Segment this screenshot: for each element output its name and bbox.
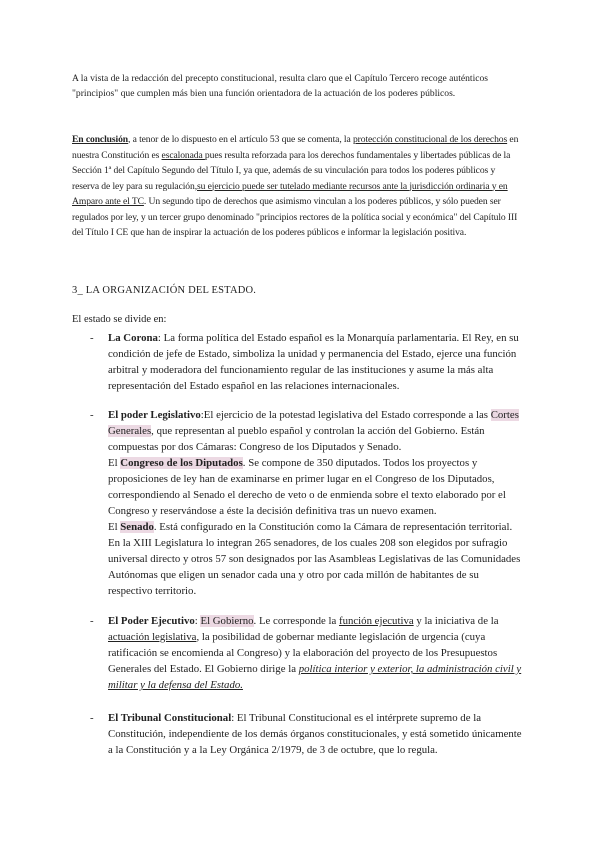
list-item-corona bbox=[90, 330, 522, 394]
item-text: y Senado. bbox=[356, 441, 402, 453]
paragraph-conclusion bbox=[72, 132, 524, 241]
conclusion-underline-2: escalonada bbox=[161, 149, 205, 161]
underline-actuacion-legislativa: actuación legislativa bbox=[108, 631, 197, 643]
list-item-ejecutivo bbox=[90, 613, 522, 693]
section-intro: El estado se divide en: bbox=[72, 314, 167, 325]
conclusion-text-2: en nuestra Constitución es bbox=[72, 134, 519, 161]
section-heading: 3_ LA ORGANIZACIÓN DEL ESTADO. bbox=[72, 285, 257, 296]
underline-italic-politica: política interior y exterior, la administración civil y militar y la defensa del Estado. bbox=[108, 663, 522, 691]
highlight-senado: Senado bbox=[120, 521, 154, 533]
list-bullet: - bbox=[90, 332, 94, 344]
item-title: El poder Legislativo bbox=[108, 409, 201, 421]
conclusion-text-1: , a tenor de lo dispuesto en el artículo 53 que se comenta, la bbox=[128, 134, 353, 145]
highlight-congreso: Congreso de los Diputados bbox=[120, 457, 243, 469]
list-bullet: - bbox=[90, 615, 94, 627]
highlight-gobierno: El Gobierno bbox=[200, 615, 254, 627]
item-text: : bbox=[194, 615, 201, 627]
conclusion-text-4: . Un segundo tipo de derechos que asimismo vinculan a los poderes públicos, y sólo pueden ser regulados por ley, y un tercer grupo denominado "principios rectores de la política social y económica" del Capítulo III del Título I CE que han de inspirar la actuación de los poderes públicos e informar la legislación positiva. bbox=[72, 196, 518, 238]
item-text: . Le corresponde la bbox=[253, 615, 339, 627]
paragraph-principios: A la vista de la redacción del precepto constitucional, resulta claro que el Capítulo Tercero recoge auténticos "principios" que cumplen más bien una función orientadora de la actuación de los poderes públicos. bbox=[72, 73, 489, 99]
conclusion-text-3: pues resulta reforzada para los derechos fundamentales y libertades públicas de la Sección 1ª del Capítulo Segundo del Título I, ya que, además de su vinculación para todos los poderes públicos y reserva de ley para su regulación, bbox=[72, 149, 511, 192]
item-text: El bbox=[108, 457, 121, 469]
item-text: : La forma política del Estado español es la Monarquía parlamentaria. El Rey, en su condición de jefe de Estado, simboliza la unidad y permanencia del Estado, ejerce una función arbitral y moderadora del funcionamiento regular de las instituciones y asume la más alta representación del Estado español en las relaciones internacionales. bbox=[108, 332, 519, 392]
list-item-tribunal bbox=[90, 710, 522, 758]
item-text: . Se compone de 350 diputados. Todos los proyectos y proposiciones de ley han de examinarse en primer lugar en el Congreso de los Diputados, correspondiendo al Senado el derecho de veto o de enmienda sobre el texto elaborado por el Congreso y reservándose a éste la decisión definitiva tras un nuevo examen. bbox=[108, 457, 506, 517]
list-item-legislativo bbox=[90, 407, 522, 599]
item-title: La Corona bbox=[108, 332, 158, 344]
item-text: y la iniciativa de la bbox=[413, 615, 499, 627]
item-text: , que representan al pueblo español y controlan la acción del Gobierno. Están compuestas por dos Cámaras: bbox=[108, 425, 485, 453]
conclusion-underline-3: su ejercicio puede ser tutelado mediante recursos ante la jurisdicción ordinaria y en Amparo ante el TC bbox=[72, 180, 508, 207]
item-text: El bbox=[108, 521, 121, 533]
item-title: El Poder Ejecutivo bbox=[108, 615, 195, 627]
list-bullet: - bbox=[90, 712, 94, 724]
item-text: . Está configurado en la Constitución como la Cámara de representación territorial. En la XIII Legislatura lo integran 265 senadores, de los cuales 208 son elegidos por sufragio universal directo y otros 57 son designados por las Asambleas Legislativas de las Comunidades Autónomas que eligen un senador cada una y otro por cada millón de habitantes de su respectivo territorio. bbox=[108, 521, 521, 597]
item-title: El Tribunal Constitucional bbox=[108, 712, 232, 724]
item-text: , la posibilidad de gobernar mediante legislación de urgencia (cuya ratificación se encomienda al Congreso) y la elaboración del proyecto de los Presupuestos Generales del Estado. El Gobierno dirige la bbox=[108, 631, 498, 675]
item-text: Congreso de los Diputados bbox=[239, 441, 357, 453]
underline-funcion-ejecutiva: función ejecutiva bbox=[338, 615, 414, 627]
item-text: : El Tribunal Constitucional es el intérprete supremo de la Constitución, independiente de los demás órganos constitucionales, y está sometido únicamente a la Constitución y a la Ley Orgánica 2/1979, de 3 de octubre, que lo regula. bbox=[108, 712, 522, 756]
conclusion-underline-1: protección constitucional de los derechos bbox=[352, 134, 508, 145]
list-bullet: - bbox=[90, 409, 94, 421]
conclusion-lead: En conclusión bbox=[72, 134, 129, 145]
highlight-cortes-generales: Cortes Generales bbox=[108, 409, 519, 437]
item-text: :El ejercicio de la potestad legislativa del Estado corresponde a las bbox=[200, 409, 491, 421]
